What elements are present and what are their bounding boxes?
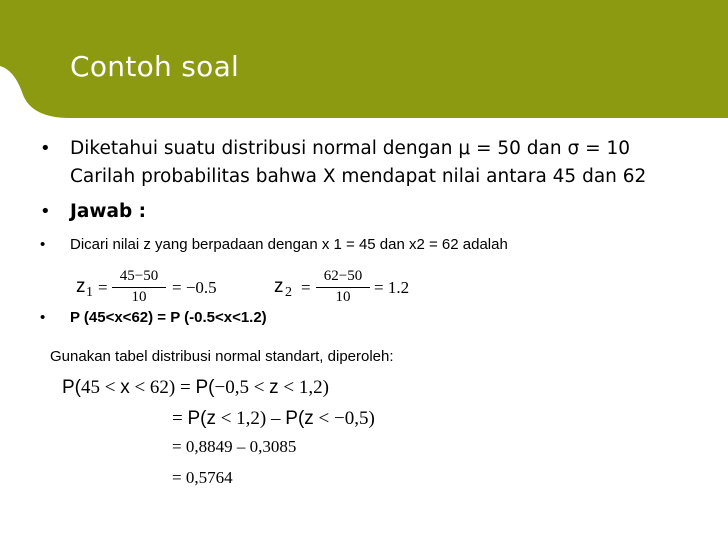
bullet-text: Dicari nilai z yang berpadaan dengan x 1 = 45 dan x2 = 62 adalah: [70, 236, 508, 253]
step-var: x: [120, 377, 130, 398]
step-text: P(: [62, 377, 81, 398]
step-text: =: [172, 408, 188, 429]
z2-fraction-bar: [316, 287, 370, 288]
z2-eq: =: [301, 278, 311, 297]
step-text: P(: [285, 408, 305, 429]
z2-result: = 1.2: [374, 278, 410, 297]
z1-eq: =: [98, 278, 108, 297]
step-text: P(: [187, 408, 207, 429]
step-text: < 62) =: [129, 377, 196, 398]
table-note: Gunakan tabel distribusi normal standart, diperoleh:: [50, 348, 394, 365]
calc-step-4: = 0,5764: [172, 468, 233, 487]
z2-denominator: 10: [335, 289, 351, 305]
z1-numerator: 45−50: [119, 268, 159, 284]
z1-denominator: 10: [131, 289, 147, 305]
slide-header: [0, 0, 728, 118]
step-text: 45 <: [81, 377, 121, 398]
calc-step-1: [62, 376, 329, 399]
z1-result: = −0.5: [172, 278, 217, 297]
calc-step-3: = 0,8849 – 0,3085: [172, 437, 297, 456]
bullet-text: Diketahui suatu distribusi normal dengan μ = 50 dan σ = 10: [70, 138, 630, 159]
step-text: < 1,2): [278, 377, 329, 398]
step-var: z: [206, 408, 216, 429]
step-text: < −0,5): [313, 408, 375, 429]
step-text: < 1,2) –: [215, 408, 286, 429]
step-var: z: [269, 377, 279, 398]
step-text: −0,5 <: [214, 377, 270, 398]
bullet-text: Carilah probabilitas bahwa X mendapat nilai antara 45 dan 62: [70, 166, 647, 187]
bullet-marker: •: [40, 138, 51, 159]
z2-sub: 2: [285, 285, 292, 300]
bullet-text: P (45<x<62) = P (-0.5<x<1.2): [70, 309, 267, 326]
bullet-text: Jawab :: [70, 201, 147, 222]
calc-step-2: [172, 407, 375, 430]
bullet-marker: •: [40, 236, 46, 253]
z1-var: z: [76, 276, 86, 297]
bullet-marker: •: [40, 309, 46, 326]
bullet-marker: •: [40, 201, 51, 222]
step-text: P(: [195, 377, 215, 398]
z1-fraction-bar: [112, 287, 166, 288]
z1-sub: 1: [86, 285, 93, 300]
slide-title: Contoh soal: [70, 50, 240, 83]
step-var: z: [304, 408, 314, 429]
z2-numerator: 62−50: [323, 268, 363, 284]
z2-var: z: [274, 276, 284, 297]
